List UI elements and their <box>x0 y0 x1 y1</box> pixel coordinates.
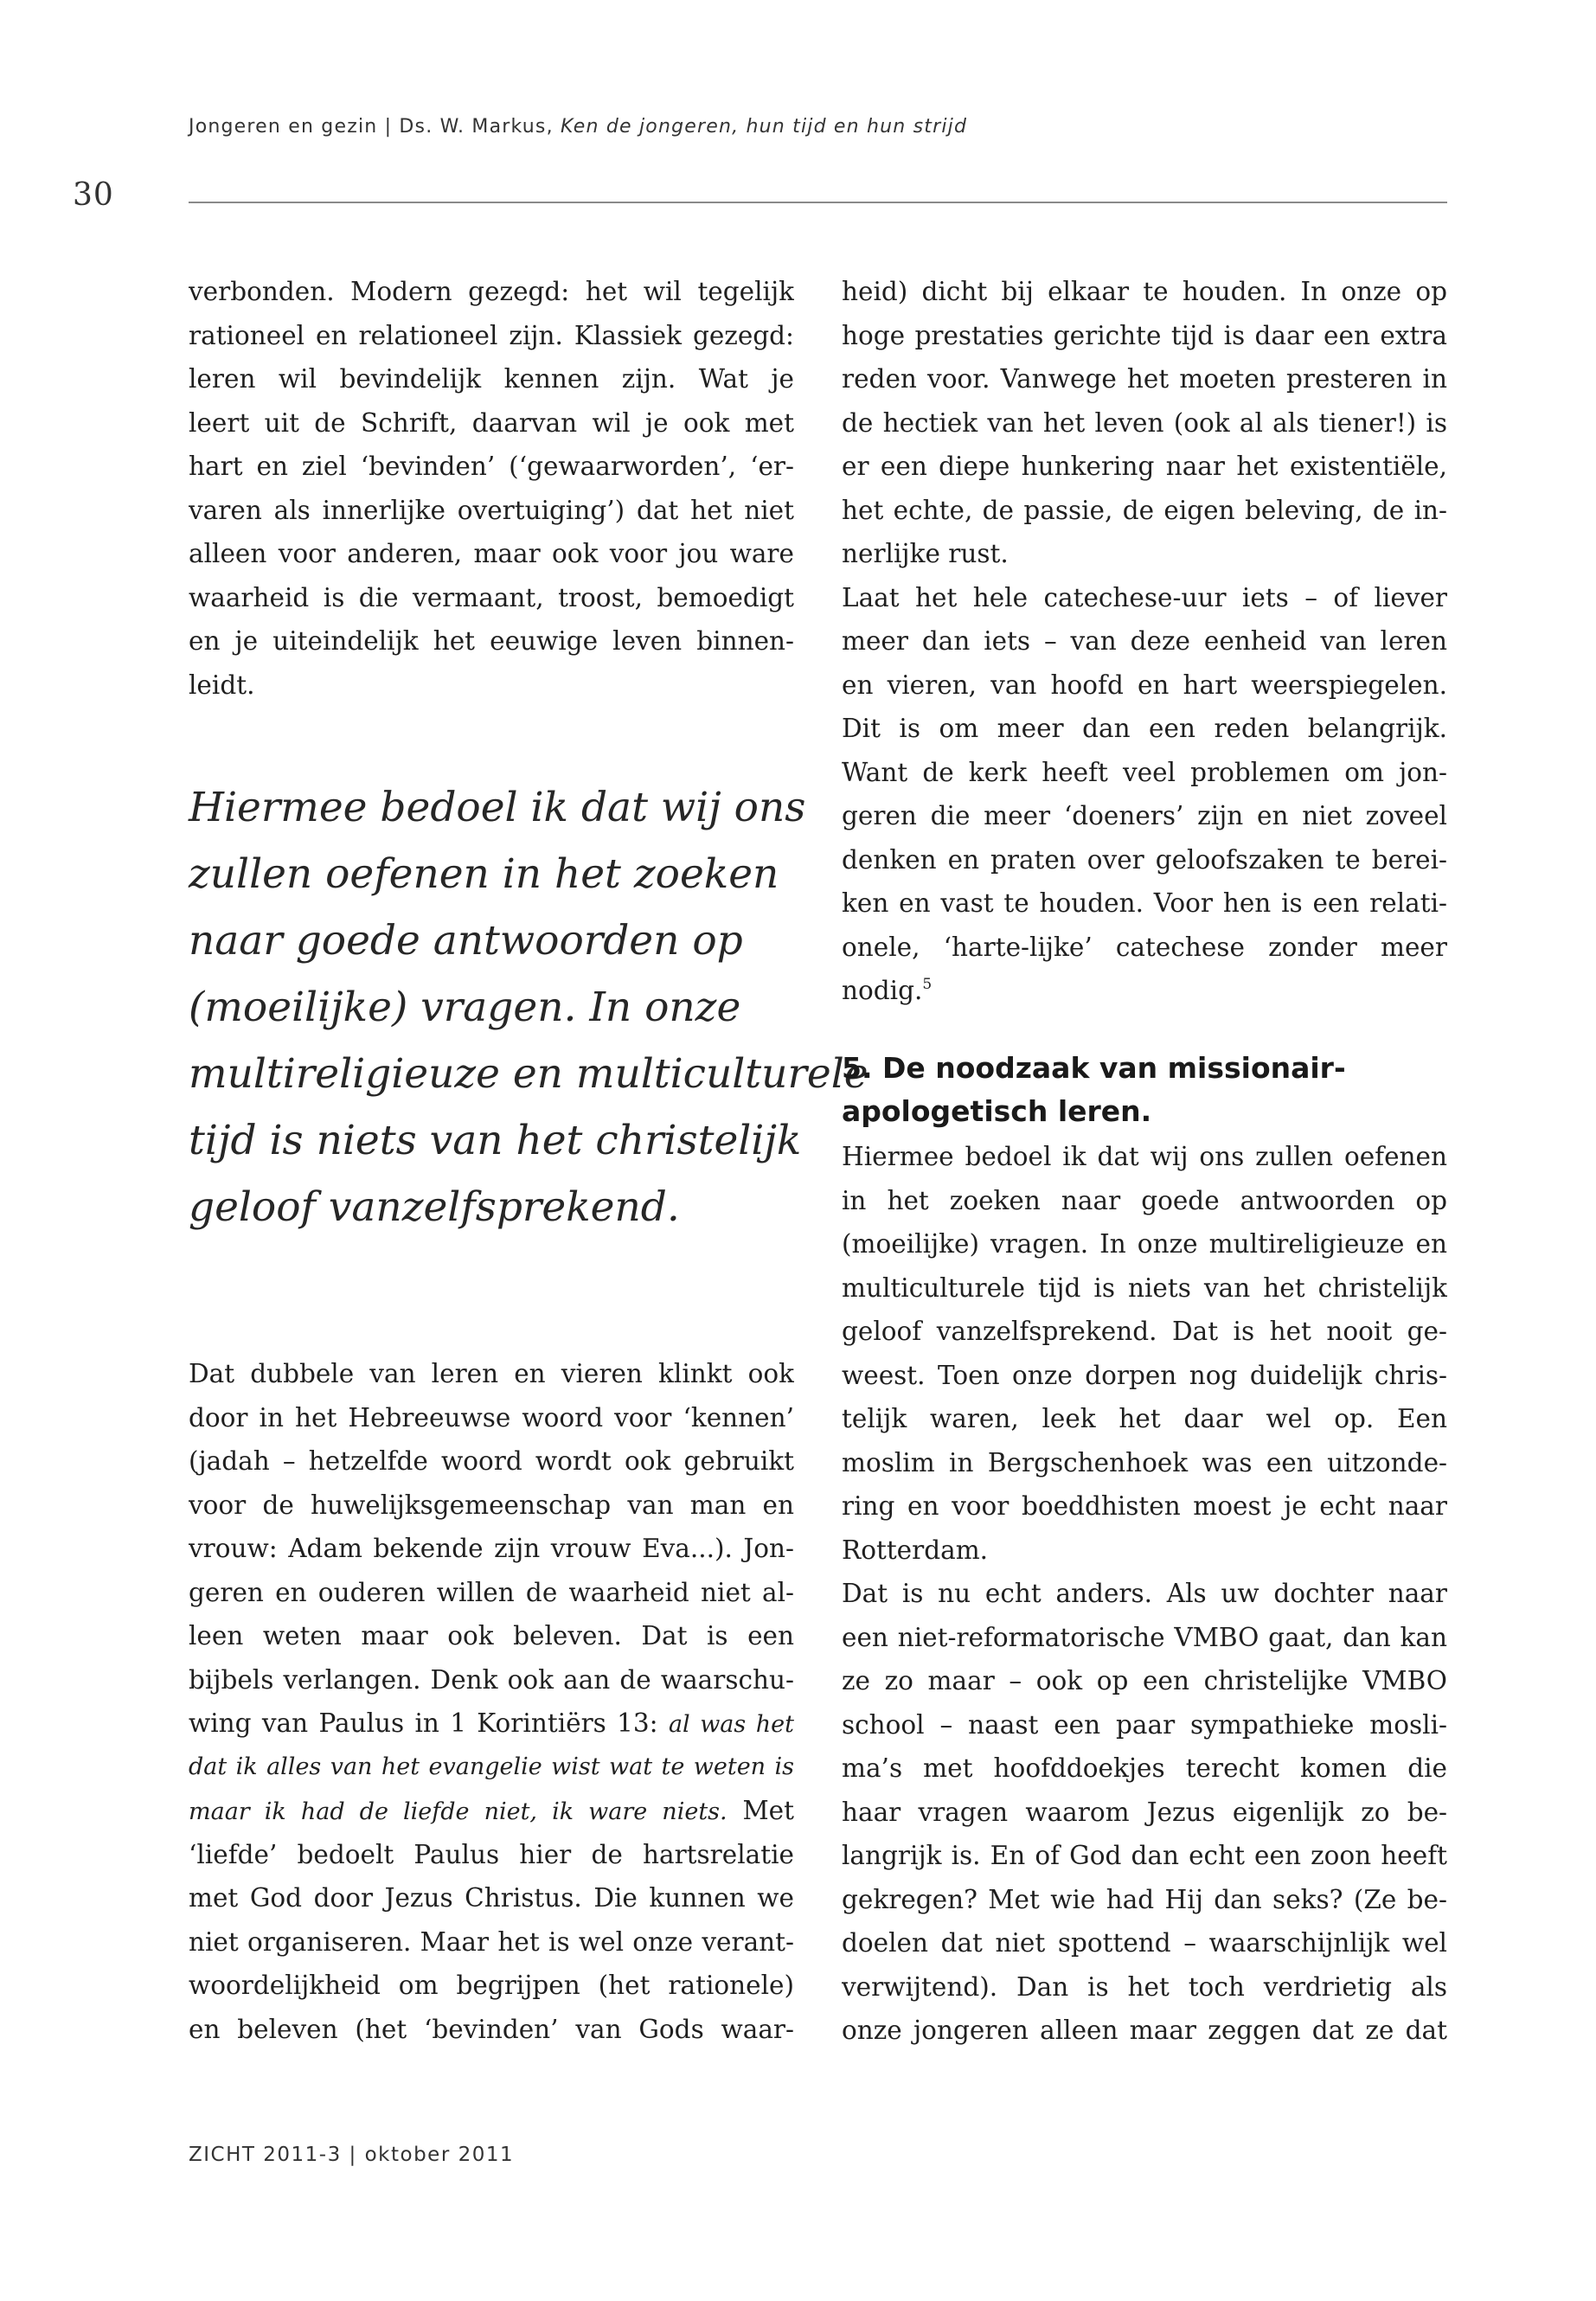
body-line: met God door Jezus Christus. Die kunnen we <box>189 1883 794 1913</box>
body-line: en beleven (het ‘bevinden’ van Gods waar- <box>189 2014 794 2044</box>
body-line: onele, ‘harte-lijke’ catechese zonder meer <box>842 932 1447 962</box>
body-line: leidt. <box>189 670 255 700</box>
body-line: het echte, de passie, de eigen beleving, de in- <box>842 495 1447 525</box>
body-line <box>189 1789 794 1833</box>
pull-quote <box>189 774 869 1240</box>
body-line: verbonden. Modern gezegd: het wil tegelijk <box>189 277 794 306</box>
body-line: multiculturele tijd is niets van het christelijk <box>842 1272 1447 1303</box>
body-line: ken en vast te houden. Voor hen is een relati- <box>842 888 1447 918</box>
body-line: haar vragen waarom Jezus eigenlijk zo be- <box>842 1797 1447 1827</box>
body-line: en je uiteindelijk het eeuwige leven binnen- <box>189 626 794 656</box>
body-line: voor de huwelijksgemeenschap van man en <box>189 1490 794 1520</box>
body-line: bijbels verlangen. Denk ook aan de waarschu- <box>189 1664 794 1695</box>
body-line: reden voor. Vanwege het moeten presteren in <box>842 364 1447 394</box>
pull-quote-line: multireligieuze en multiculturele <box>189 1050 869 1098</box>
body-line: woordelijkheid om begrijpen (het rationele) <box>189 1971 794 2000</box>
running-head <box>189 116 967 138</box>
body-line: waarheid is die vermaant, troost, bemoedigt <box>189 582 794 612</box>
body-line: geren en ouderen willen de waarheid niet al- <box>189 1577 794 1607</box>
pull-quote-line: geloof vanzelfsprekend. <box>189 1183 680 1231</box>
body-line: doelen dat niet spottend – waarschijnlijk wel <box>842 1928 1447 1958</box>
body-line: ma’s met hoofddoekjes terecht komen die <box>842 1753 1447 1783</box>
header-rule <box>189 202 1447 203</box>
body-line: onze jongeren alleen maar zeggen dat ze dat <box>842 2016 1447 2045</box>
pull-quote-line: (moeilijke) vragen. In onze <box>189 984 741 1031</box>
body-line: (jadah – hetzelfde woord wordt ook gebruikt <box>189 1446 794 1476</box>
body-line: een niet-reformatorische VMBO gaat, dan kan <box>842 1622 1447 1652</box>
body-line: Dat dubbele van leren en vieren klinkt ook <box>189 1359 794 1388</box>
body-line: leren wil bevindelijk kennen zijn. Wat je <box>189 364 794 394</box>
pull-quote-line: naar goede antwoorden op <box>189 917 743 965</box>
scripture-quote: dat ik alles van het evangelie wist wat te weten is <box>189 1753 794 1780</box>
body-line: Want de kerk heeft veel problemen om jon- <box>842 757 1447 787</box>
body-line: in het zoeken naar goede antwoorden op <box>842 1185 1447 1215</box>
body-line: langrijk is. En of God dan echt een zoon heeft <box>842 1841 1447 1870</box>
left-column-bottom <box>189 1352 794 2051</box>
body-line: weest. Toen onze dorpen nog duidelijk chris- <box>842 1360 1447 1390</box>
body-line: door in het Hebreeuwse woord voor ‘kennen’ <box>189 1402 794 1433</box>
body-line: (moeilijke) vragen. In onze multireligieuze en <box>842 1229 1447 1259</box>
body-line: varen als innerlijke overtuiging’) dat het niet <box>189 495 794 525</box>
body-text: Met <box>727 1796 794 1825</box>
body-line: telijk waren, leek het daar wel op. Een <box>842 1404 1447 1433</box>
body-line <box>189 1702 794 1746</box>
body-line: verwijtend). Dan is het toch verdrietig als <box>842 1971 1447 2002</box>
body-line: hoge prestaties gerichte tijd is daar een extra <box>842 320 1447 350</box>
body-line: denken en praten over geloofszaken te berei- <box>842 844 1447 875</box>
pull-quote-line: zullen oefenen in het zoeken <box>189 850 779 898</box>
body-line: meer dan iets – van deze eenheid van leren <box>842 626 1447 656</box>
body-line <box>842 969 1447 1013</box>
scripture-quote: maar ik had de liefde niet, ik ware niets. <box>189 1798 727 1825</box>
running-head-prefix: Jongeren en gezin | Ds. W. Markus, <box>189 116 561 138</box>
footer: ZICHT 2011-3 | oktober 2011 <box>189 2144 515 2166</box>
right-column-bottom <box>842 1135 1447 2053</box>
page-number: 30 <box>73 177 114 213</box>
right-column-top <box>842 270 1447 1013</box>
body-line: nerlijke rust. <box>842 539 1009 568</box>
body-line: ze zo maar – ook op een christelijke VMBO <box>842 1666 1447 1695</box>
body-line: heid) dicht bij elkaar te houden. In onze op <box>842 277 1447 306</box>
scripture-quote: al was het <box>668 1711 794 1738</box>
body-line: de hectiek van het leven (ook al als tiener!) is <box>842 407 1447 438</box>
running-head-title: Ken de jongeren, hun tijd en hun strijd <box>560 116 968 138</box>
section-heading-line: apologetisch leren. <box>842 1094 1152 1128</box>
section-heading <box>842 1047 1447 1133</box>
body-line: ring en voor boeddhisten moest je echt naar <box>842 1491 1447 1521</box>
left-column-top <box>189 270 794 707</box>
body-line: alleen voor anderen, maar ook voor jou ware <box>189 539 794 568</box>
body-line: vrouw: Adam bekende zijn vrouw Eva...). Jon- <box>189 1534 794 1563</box>
body-line: Laat het hele catechese-uur iets – of liever <box>842 582 1447 612</box>
pull-quote-line: Hiermee bedoel ik dat wij ons <box>189 784 806 831</box>
body-line: geren die meer ‘doeners’ zijn en niet zoveel <box>842 801 1447 830</box>
body-text: nodig. <box>842 976 923 1005</box>
body-line: leert uit de Schrift, daarvan wil je ook met <box>189 407 794 438</box>
body-line: moslim in Bergschenhoek was een uitzonde- <box>842 1447 1447 1477</box>
body-line: Rotterdam. <box>842 1535 989 1565</box>
section-heading-line: 5. De noodzaak van missionair- <box>842 1051 1346 1085</box>
body-line: hart en ziel ‘bevinden’ (‘gewaarworden’, ‘er- <box>189 452 794 481</box>
body-line: en vieren, van hoofd en hart weerspiegelen. <box>842 670 1447 700</box>
body-line: Dat is nu echt anders. Als uw dochter naar <box>842 1579 1447 1608</box>
body-line: school – naast een paar sympathieke mosli- <box>842 1709 1447 1740</box>
body-line: ‘liefde’ bedoelt Paulus hier de hartsrelatie <box>189 1839 794 1869</box>
body-line: Dit is om meer dan een reden belangrijk. <box>842 714 1447 743</box>
footnote-ref: 5 <box>922 976 933 993</box>
body-line: gekregen? Met wie had Hij dan seks? (Ze be- <box>842 1884 1447 1914</box>
body-line: Hiermee bedoel ik dat wij ons zullen oefenen <box>842 1142 1447 1171</box>
pull-quote-line: tijd is niets van het christelijk <box>189 1117 802 1164</box>
body-text: wing van Paulus in 1 Korintiërs 13: <box>189 1708 669 1738</box>
body-line: rationeel en relationeel zijn. Klassiek gezegd: <box>189 320 794 350</box>
body-line: niet organiseren. Maar het is wel onze verant- <box>189 1926 794 1957</box>
body-line: leen weten maar ook beleven. Dat is een <box>189 1621 794 1650</box>
body-line: er een diepe hunkering naar het existentiële, <box>842 452 1447 481</box>
body-line: geloof vanzelfsprekend. Dat is het nooit ge- <box>842 1317 1447 1346</box>
